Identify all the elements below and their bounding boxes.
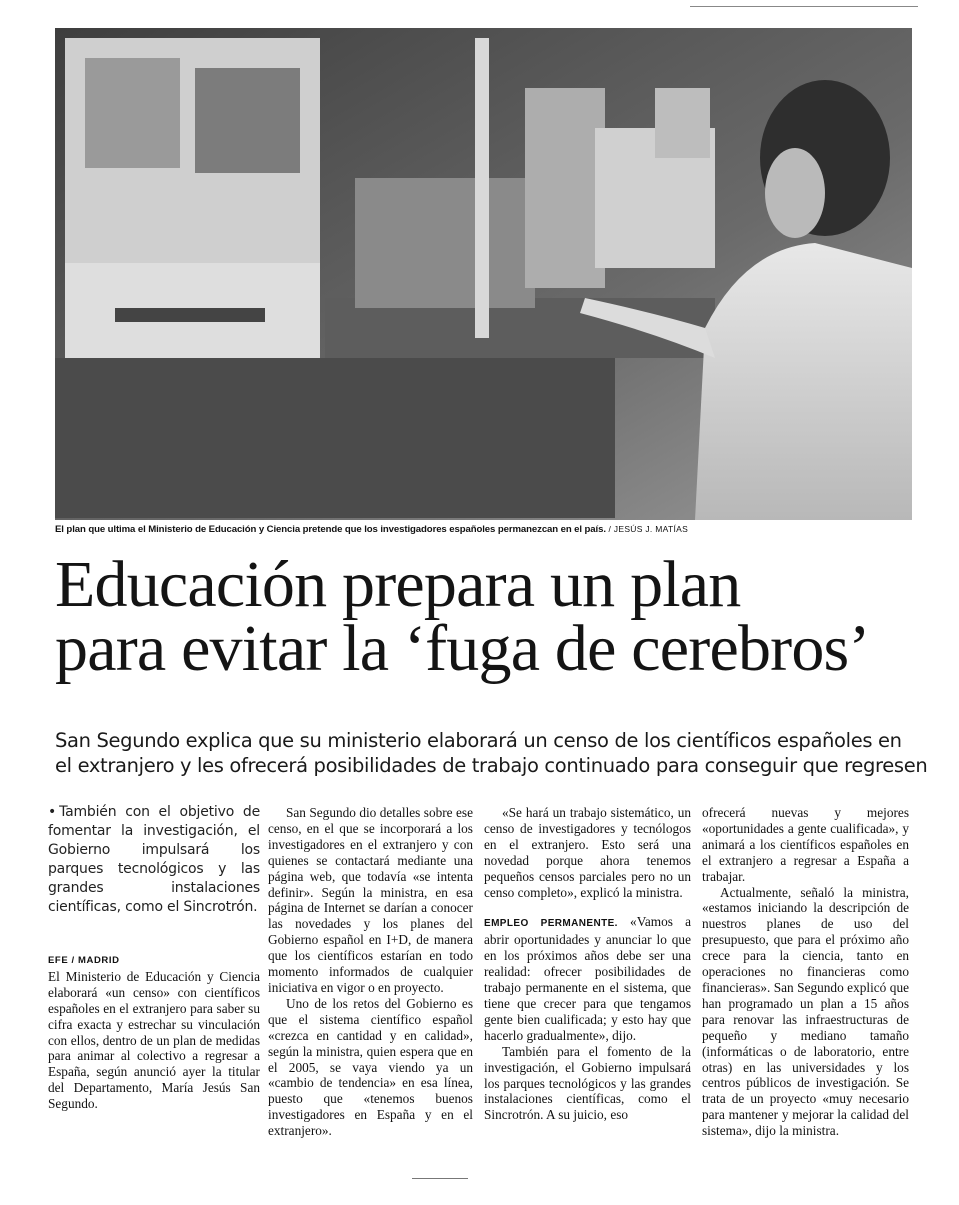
bullet-icon: • [48,804,57,820]
article-paragraph: «Se hará un trabajo sistemático, un censo de investigadores y tecnólogos en el extranjero. Esto será una novedad porque ahora tenemos pequeños censos parciales pero no un censo completo», explicó la ministra. [484,805,691,900]
top-rule [690,6,918,7]
article-paragraph: San Segundo dio detalles sobre ese censo, en el que se incorporará a los investigadores en el extranjero y con quienes se contactará mediante una página web, que todavía «se intenta definir». Según la ministra, en esa página de Internet se darían a conocer las novedades y los planes del Gobierno español en I+D, de manera que los científicos estarían en todo momento informados de cualquier iniciativa en vigor o en proyecto. [268,805,473,995]
column-3 [484,805,691,1123]
highlight-box [48,803,260,917]
column-4 [702,805,909,1139]
scientist-face [765,148,825,238]
headline-line-1: Educación prepara un plan [55,548,741,621]
column-1 [48,803,260,1112]
bottom-rule [412,1178,468,1179]
subheadline [55,728,935,778]
article-paragraph: El Ministerio de Educación y Ciencia elaborará «un censo» con científicos españoles en el extranjero para saber su cifra exacta y estrechar su vinculación con ellos, dentro de un plan de medidas para animar al colectivo a regresar a España, según anunció ayer la titular del Departamento, María Jesús San Segundo. [48,968,260,1112]
drawer-slot [115,308,265,322]
section-label: EMPLEO PERMANENTE. [484,918,618,930]
caption-text: El plan que ultima el Ministerio de Educación y Ciencia pretende que los investigadores españoles permanezcan en el país. [55,524,606,535]
apparatus-center [355,178,535,308]
article-paragraph: ofrecerá nuevas y mejores «oportunidades a gente cualificada», y animará a los científicos españoles en el extranjero a regresar a España a trabajar. [702,805,909,884]
headline [55,548,935,685]
photo-credit: / JESÚS J. MATÍAS [608,524,689,534]
subheadline-line-2: el extranjero y les ofrecerá posibilidades de trabajo continuado para conseguir que regresen [55,754,928,777]
column-2 [268,805,473,1139]
paragraph-text: «Vamos a abrir oportunidades y anunciar lo que en los próximos años debe ser una realidad: ofrecer posibilidades de trabajo permanente en el sistema, que tiene que crecer para que tengamos gente bien cualificada; y esto hay que hacerlo gradualmente», dijo. [484,914,691,1043]
photo-illustration [55,28,912,520]
article-paragraph: Actualmente, señaló la ministra, «estamos iniciando la descripción de nuestros planes de uso del presupuesto, que para el próximo año crece para la ciencia, tanto en operaciones no financieras como financieras». San Segundo explicó que han programado un plan a 15 años para renovar las infraestructuras de pequeño y mediano tamaño (informáticas o de laboratorio, entre otras) en las universidades y los centros públicos de investigación. Se trata de un proyecto «muy necesario para mantener y mejorar la calidad del sistema», dijo la ministra. [702,884,909,1139]
instrument-keypad [195,68,300,173]
highlight-text: También con el objetivo de fomentar la investigación, el Gobierno impulsará los parques tecnológicos y las grandes instalaciones científicas, como el Sincrotrón. [48,804,260,915]
support-pole [475,38,489,338]
laboratory-photo [55,28,912,520]
instrument-top-right [655,88,710,158]
photo-caption [55,524,915,535]
apparatus-right [525,88,605,288]
byline: EFE / MADRID [48,955,120,966]
instrument-screen [85,58,180,168]
article-paragraph-labeled [484,914,691,1043]
headline-line-2: para evitar la ‘fuga de cerebros’ [55,612,870,685]
subheadline-line-1: San Segundo explica que su ministerio elaborará un censo de los científicos españoles en [55,729,902,752]
article-paragraph: También para el fomento de la investigación, el Gobierno impulsará los parques tecnológicos y las grandes instalaciones científicas, como el Sincrotrón. A su juicio, eso [484,1043,691,1123]
lab-bench [55,358,615,518]
article-paragraph: Uno de los retos del Gobierno es que el sistema científico español «crezca en cantidad y en calidad», según la ministra, quien espera que en el 2005, se vaya viendo ya un «cambio de tendencia» en esa línea, puesto que «tenemos buenos investigadores en España y en el extranjero». [268,995,473,1139]
